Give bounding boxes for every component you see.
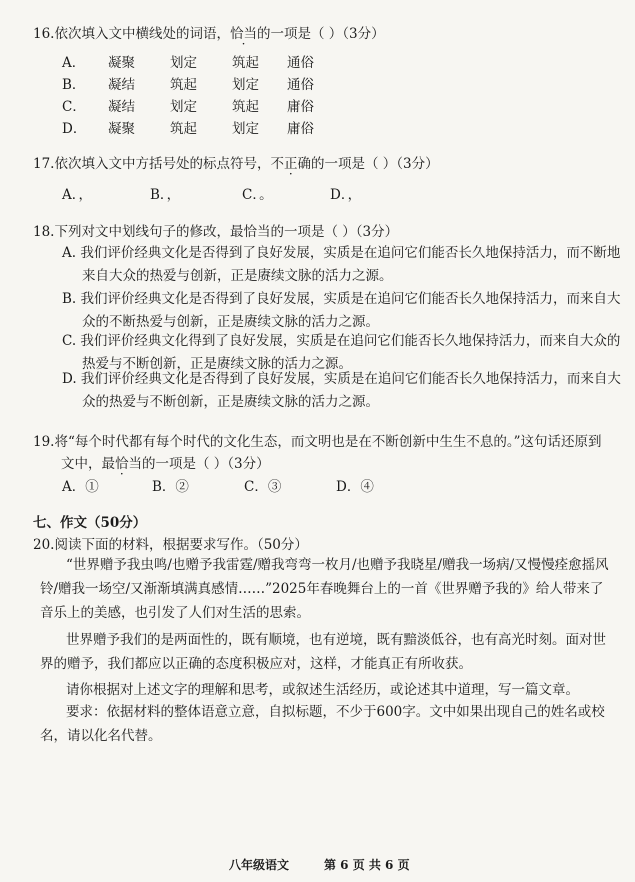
q17-options (62, 183, 361, 203)
q17-option-d: D．， (330, 187, 362, 203)
emphasis-dots: 恰当 (229, 26, 257, 42)
q16-option-c: C． 凝结 划定 筑起 庸俗 (62, 99, 314, 115)
footer-page-number: 第 6 页 共 6 页 (324, 858, 410, 872)
q20-instruction: 请你根据对上述文字的理解和思考，或叙述生活经历，或论述其中道理，写一篇文章。 (66, 682, 579, 698)
q16-option-a: A． 凝聚 划定 筑起 通俗 (62, 55, 314, 71)
emphasis-dots: 恰 (115, 456, 129, 472)
q19-stem-line1: 19.将“每个时代都有每个时代的文化生态，而文明也是在不断创新中生生不息的。”这句话还原到 (33, 434, 602, 450)
q18-option-c: C. 我们评价经典文化得到了良好发展，实质是在追问它们能否长久地保持活力，而来自大众的热爱与不断创新，正是赓续文脉的活力之源。 (62, 333, 621, 372)
q18-option-a: A. 我们评价经典文化是否得到了良好发展，实质是在追问它们能否长久地保持活力，而不断地来自大众的热爱与创新，正是赓续文脉的活力之源。 (62, 245, 621, 284)
q17-stem: 17.依次填入文中方括号处的标点符号，不正确的一项是（ ）（3分） (33, 156, 439, 172)
q17-option-a: A．， (62, 187, 92, 203)
q18-option-b: B. 我们评价经典文化是否得到了良好发展，实质是在追问它们能否长久地保持活力，而来自大众的不断热爱与创新，正是赓续文脉的活力之源。 (62, 291, 621, 330)
footer-subject: 八年级语文 (229, 858, 290, 872)
q18-option-d: D. 我们评价经典文化是否得到了良好发展，实质是在追问它们能否长久地保持活力，而来自大众的热爱与不断创新，正是赓续文脉的活力之源。 (62, 371, 621, 410)
q16-stem: 16.依次填入文中横线处的词语，恰当的一项是（ ）（3分） (33, 26, 385, 42)
q19-stem-line2: 文中，最恰当的一项是（ ）（3分） (61, 456, 270, 472)
q18-stem: 18.下列对文中划线句子的修改，最恰当的一项是（ ）（3分） (33, 224, 399, 240)
q20-stem: 20.阅读下面的材料，根据要求写作。（50分） (33, 537, 308, 553)
q19-option-a: A．① (62, 479, 99, 495)
q20-material-paragraph: 世界赠予我们的是两面性的，既有顺境，也有逆境，既有黯淡低谷，也有高光时刻。面对世界的赠予，我们都应以正确的态度积极应对，这样，才能真正有所收获。 (40, 632, 606, 672)
q16-option-d: D． 凝聚 筑起 划定 庸俗 (62, 121, 314, 137)
q16-option-b: B． 凝结 筑起 划定 通俗 (62, 77, 314, 93)
q20-material-poem: “世界赠予我虫鸣/也赠予我雷霆/赠我弯弯一枚月/也赠予我晓星/赠我一场病/又慢慢痊愈摇风铃/赠我一场空/又渐渐填满真感情……”2025年春晚舞台上的一首《世界赠予我的》给人带来了音乐上的美感，也引发了人们对生活的思索。 (40, 557, 609, 621)
section-title-composition: 七、作文（50分） (33, 515, 147, 531)
q20-requirement: 要求：依据材料的整体语意立意，自拟标题，不少于600字。文中如果出现自己的姓名或校名，请以化名代替。 (40, 704, 605, 744)
q19-option-d: D．④ (336, 479, 374, 495)
q17-option-c: C．。 (242, 187, 273, 203)
q19-option-c: C．③ (244, 479, 282, 495)
q19-option-b: B．② (152, 479, 189, 495)
q19-options (62, 475, 374, 495)
emphasis-dots: 不正确 (270, 156, 311, 172)
q17-option-b: B．， (150, 187, 181, 203)
